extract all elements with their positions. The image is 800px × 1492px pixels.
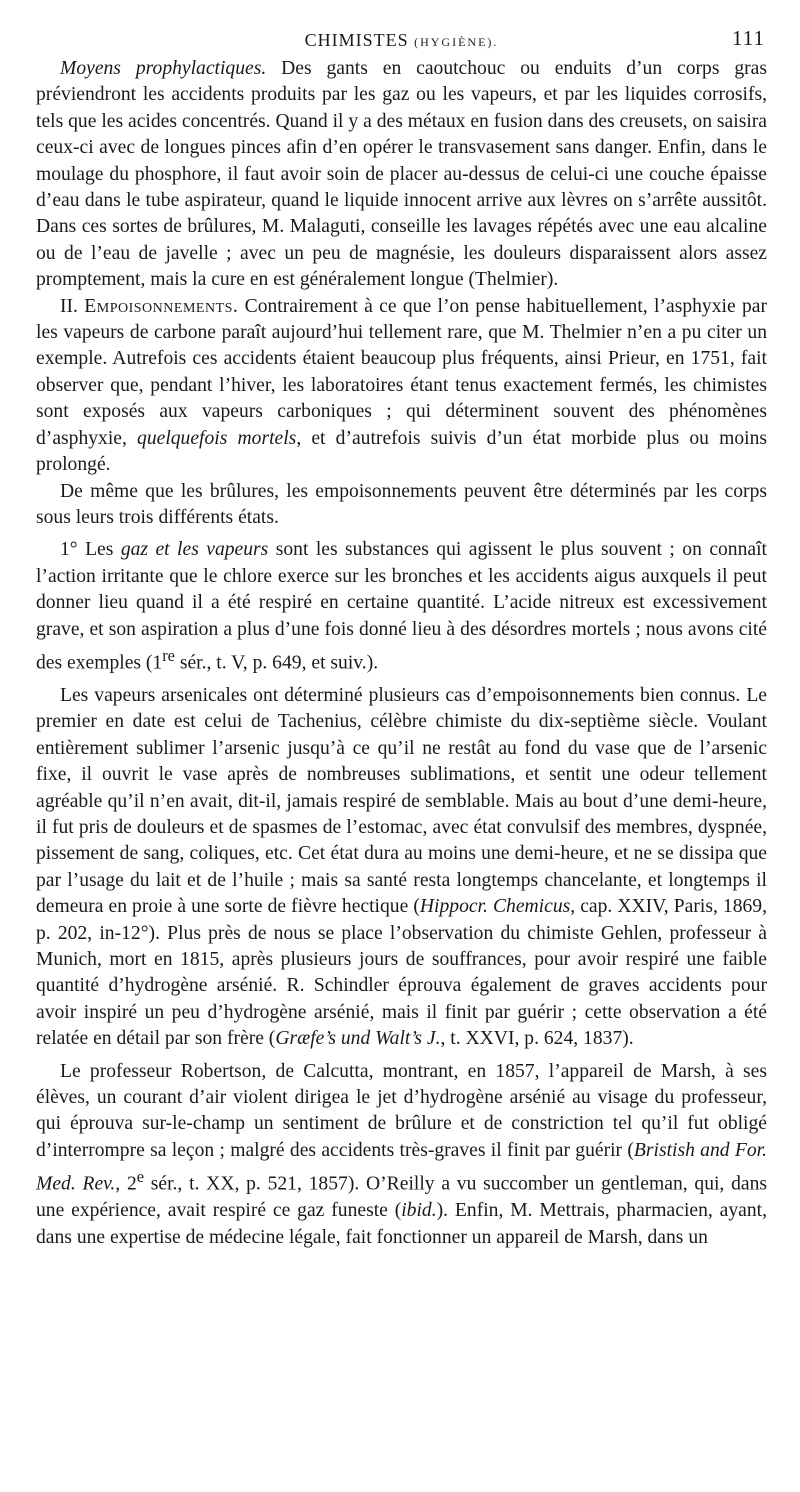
paragraph-text: Les vapeurs arsenicales ont déterminé plusieurs cas d’empoisonnements bien connus. Le premier en date est celui de Tachenius, célèbre chimiste du dix-septième siècle. Voulant entièrement sublimer l’arsenic jusqu’à ce qu’il ne restât au fond du vase que de l’arsenic fixe, il ouvrit le vase après de nombreuses sublimations, et sentit une odeur tellement agréable qu’il n’en avait, dit-il, jamais respiré de semblable. Mais au bout d’une demi-heure, il fut pris de douleurs et de spasmes de l’estomac, avec état convulsif des membres, dyspnée, pissement de sang, coliques, etc. Cet état dura au moins une demi-heure, et ne se dissipa que par l’usage du lait et de l’huile ; mais sa santé resta longtemps chancelante, et longtemps il demeura en proie à une sorte de fièvre hectique (: [36, 684, 767, 918]
item-number: 1°: [60, 539, 78, 561]
paragraph-prophylaxis: [36, 56, 767, 294]
paragraph-text: , 2: [115, 1173, 137, 1195]
paragraph-arsenic: [36, 683, 767, 1053]
citation-title: Hippocr. Chemicus: [419, 896, 571, 918]
page: [36, 22, 767, 1251]
paragraph-text: De même que les brûlures, les empoisonnements peuvent être déterminés par les corps sous leurs trois différents états.: [36, 480, 767, 528]
superscript: re: [162, 645, 175, 665]
paragraph-text: Les: [77, 539, 121, 561]
paragraph-empoisonnements: [36, 294, 767, 479]
running-header: [36, 22, 767, 56]
paragraph-text: Le professeur Robertson, de Calcutta, montrant, en 1857, l’appareil de Marsh, à ses élèves, un courant d’air violent dirigea le jet d’hydrogène arsénié au visage du professeur, qui éprouva sur-le-champ un sentiment de brûlure et de constriction tel qu’il fut obligé d’interrompre sa leçon ; malgré des accidents très-graves il finit par guérir (: [36, 1060, 767, 1161]
italic-phrase: quelquefois mortels: [137, 427, 297, 449]
citation-title: Græfe’s und Walt’s J.: [275, 1028, 441, 1050]
italic-phrase: gaz et les vapeurs: [120, 539, 269, 561]
paragraph-lead: Moyens prophylactiques.: [60, 58, 267, 79]
citation-title: ibid.: [401, 1200, 437, 1222]
section-number: II.: [60, 295, 78, 317]
running-title: [36, 30, 767, 51]
running-title-sub: (HYGIÈNE).: [414, 35, 499, 49]
paragraph-text: sont les substances qui agissent le plus souvent ; on connaît l’action irritante que le chlore exerce sur les bronches et les accidents aigus auxquels il peut donner lieu quand il a été respiré en certaine quantité. L’acide nitreux est excessivement grave, et son aspiration a plus d’une fois donné lieu à des désordres mortels ; nous avons cité des exemples (1: [36, 539, 767, 674]
section-heading: Empoisonnements.: [84, 295, 239, 317]
paragraph-robertson: [36, 1059, 767, 1251]
citation-title: Bristish and For. Med. Rev.: [36, 1139, 767, 1195]
paragraph-text: , et d’autrefois suivis d’un état morbide plus ou moins prolongé.: [36, 427, 767, 476]
paragraph-text: ). Enfin, M. Mettrais, pharmacien, ayant, dans une expertise de médecine légale, fait fonctionner un appareil de Marsh, dans un: [36, 1200, 767, 1248]
paragraph-three-states: [36, 479, 767, 532]
body-text: [36, 56, 767, 1251]
page-number: 111: [732, 26, 765, 50]
superscript: e: [136, 1167, 144, 1187]
paragraph-text: Contrairement à ce que l’on pense habituellement, l’asphyxie par les vapeurs de carbone paraît aujourd’hui tellement rare, que M. Thelmier n’en a pu citer un exemple. Autrefois ces accidents étaient beaucoup plus fréquents, ainsi Prieur, en 1751, fait observer que, pendant l’hiver, les laboratoires étant tenus exactement fermés, les chimistes sont exposés aux vapeurs carboniques ; qui déterminent souvent des phénomènes d’asphyxie,: [36, 295, 768, 449]
paragraph-text: , t. XXVI, p. 624, 1837).: [440, 1028, 634, 1050]
paragraph-gases: [36, 537, 767, 677]
paragraph-text: sér., t. V, p. 649, et suiv.).: [174, 652, 379, 674]
paragraph-text: Des gants en caoutchouc ou enduits d’un corps gras préviendront les accidents produits par les gaz ou les vapeurs, et par les liquides corrosifs, tels que les acides concentrés. Quand il y a des métaux en fusion dans des creusets, on saisira ceux-ci avec de longues pinces afin d’en opérer le transvasement sans danger. Enfin, dans le moulage du phosphore, il faut avoir soin de placer au-dessus de celui-ci une couche épaisse d’eau dans le tube aspirateur, quand le liquide innocent arrive aux lèvres on s’arrête aussitôt. Dans ces sortes de brûlures, M. Malaguti, conseille les lavages répétés avec une eau alcaline ou de l’eau de javelle ; avec un peu de magnésie, les douleurs disparaissent alors assez promptement, mais la cure en est généralement longue (Thelmier).: [36, 58, 767, 291]
paragraph-text: sér., t. XX, p. 521, 1857). O’Reilly a vu succomber un gentleman, qui, dans une expérience, avait respiré ce gaz funeste (: [36, 1173, 768, 1222]
running-title-main: CHIMISTES: [304, 30, 409, 50]
paragraph-text: , cap. XXIV, Paris, 1869, p. 202, in-12°). Plus près de nous se place l’observation du chimiste Gehlen, professeur à Munich, mort en 1815, après plusieurs jours de souffrances, pour avoir respiré une faible quantité d’hydrogène arsénié. R. Schindler éprouva également de graves accidents pour avoir inspiré un peu d’hydrogène arsénié, mais il finit par guérir ; cette observation a été relatée en détail par son frère (: [36, 896, 767, 1050]
